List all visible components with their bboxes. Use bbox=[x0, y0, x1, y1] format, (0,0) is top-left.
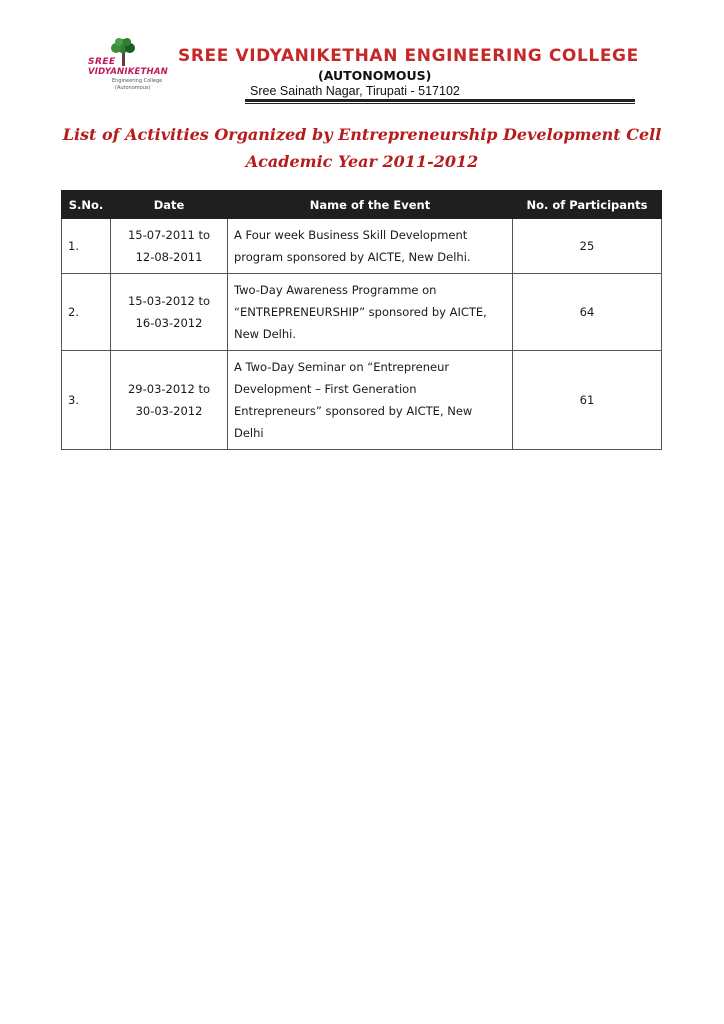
date-from: 29-03-2012 to bbox=[127, 382, 211, 396]
academic-year-title: Academic Year 2011-2012 bbox=[245, 152, 479, 171]
letterhead bbox=[0, 0, 724, 104]
header-rule-thick bbox=[245, 99, 635, 102]
header-date: Date bbox=[111, 191, 228, 219]
table-row bbox=[62, 219, 662, 274]
cell-participants: 64 bbox=[513, 274, 662, 351]
event-line: “ENTREPRENEURSHIP” sponsored by AICTE, bbox=[234, 305, 487, 319]
event-line: A Two-Day Seminar on “Entrepreneur bbox=[234, 360, 450, 374]
logo-text-autonomous: (Autonomous) bbox=[115, 85, 151, 91]
college-name: SREE VIDYANIKETHAN ENGINEERING COLLEGE bbox=[178, 46, 639, 66]
date-from: 15-03-2012 to bbox=[127, 294, 211, 308]
college-address: Sree Sainath Nagar, Tirupati - 517102 bbox=[250, 84, 460, 98]
header-sno: S.No. bbox=[62, 191, 111, 219]
event-line: Delhi bbox=[234, 426, 264, 440]
date-to: 30-03-2012 bbox=[135, 404, 203, 418]
date-from: 15-07-2011 to bbox=[127, 228, 211, 242]
table-header-row bbox=[62, 191, 662, 219]
header-participants: No. of Participants bbox=[513, 191, 662, 219]
header-rule-thin bbox=[245, 103, 635, 104]
cell-event bbox=[228, 219, 513, 274]
event-line: A Four week Business Skill Development bbox=[234, 228, 468, 242]
logo-text-sree: SREE bbox=[88, 57, 116, 67]
date-to: 16-03-2012 bbox=[135, 316, 203, 330]
autonomous-label: (AUTONOMOUS) bbox=[318, 68, 432, 83]
event-line: New Delhi. bbox=[234, 327, 297, 341]
document-title: List of Activities Organized by Entrepreneurship Development Cell bbox=[62, 125, 662, 144]
cell-participants: 61 bbox=[513, 351, 662, 450]
event-line: Entrepreneurs” sponsored by AICTE, New bbox=[234, 404, 473, 418]
date-to: 12-08-2011 bbox=[135, 250, 203, 264]
table-row bbox=[62, 274, 662, 351]
college-logo bbox=[88, 38, 178, 98]
event-line: program sponsored by AICTE, New Delhi. bbox=[234, 250, 471, 264]
logo-text-vidyanikethan: VIDYANIKETHAN bbox=[88, 67, 168, 77]
activities-table bbox=[61, 190, 662, 450]
cell-event bbox=[228, 274, 513, 351]
cell-participants: 25 bbox=[513, 219, 662, 274]
cell-date bbox=[111, 351, 228, 450]
cell-date bbox=[111, 274, 228, 351]
cell-sno: 1. bbox=[62, 219, 111, 274]
cell-sno: 3. bbox=[62, 351, 111, 450]
header-event-name: Name of the Event bbox=[228, 191, 513, 219]
logo-text-engineering-college: Engineering College bbox=[112, 78, 163, 84]
cell-sno: 2. bbox=[62, 274, 111, 351]
event-line: Two-Day Awareness Programme on bbox=[234, 283, 437, 297]
table-row bbox=[62, 351, 662, 450]
event-line: Development – First Generation bbox=[234, 382, 417, 396]
cell-event bbox=[228, 351, 513, 450]
cell-date bbox=[111, 219, 228, 274]
